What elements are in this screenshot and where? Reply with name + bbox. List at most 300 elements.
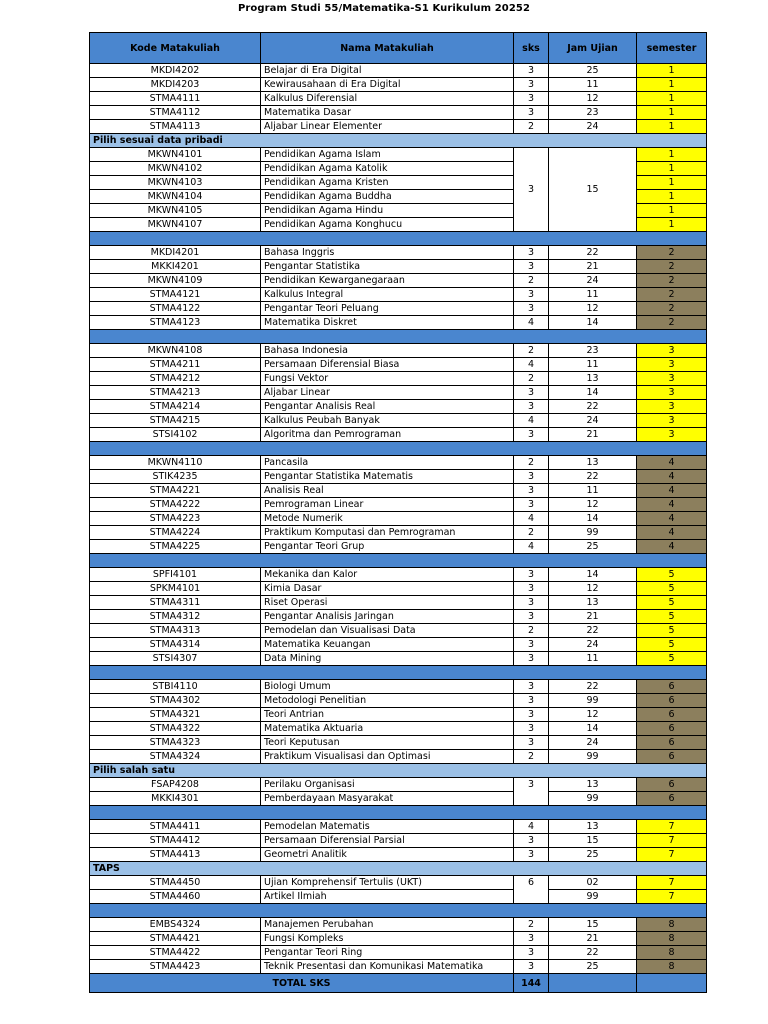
semester-badge: 6 (637, 708, 707, 722)
course-code: MKWN4105 (90, 204, 261, 218)
semester-badge: 5 (637, 596, 707, 610)
semester-separator-row (90, 554, 707, 568)
course-name: Persamaan Diferensial Parsial (261, 834, 514, 848)
table-row (90, 148, 707, 162)
table-row (90, 624, 707, 638)
table-row (90, 456, 707, 470)
course-name: Data Mining (261, 652, 514, 666)
course-exam: 99 (549, 792, 637, 806)
course-code: STMA4223 (90, 512, 261, 526)
course-code: MKKI4201 (90, 260, 261, 274)
course-sks: 3 (514, 946, 549, 960)
table-row (90, 568, 707, 582)
course-sks: 2 (514, 750, 549, 764)
course-exam: 24 (549, 736, 637, 750)
course-sks: 6 (514, 876, 549, 904)
course-code: STMA4314 (90, 638, 261, 652)
course-code: STMA4313 (90, 624, 261, 638)
course-name: Mekanika dan Kalor (261, 568, 514, 582)
semester-badge: 1 (637, 148, 707, 162)
course-sks: 2 (514, 372, 549, 386)
course-name: Pancasila (261, 456, 514, 470)
semester-separator-row (90, 806, 707, 820)
separator-cell (90, 666, 707, 680)
course-name: Matematika Diskret (261, 316, 514, 330)
separator-cell (90, 442, 707, 456)
table-row (90, 92, 707, 106)
course-exam: 11 (549, 484, 637, 498)
course-code: STMA4112 (90, 106, 261, 120)
course-name: Pendidikan Agama Hindu (261, 204, 514, 218)
separator-cell (90, 806, 707, 820)
course-code: STMA4311 (90, 596, 261, 610)
course-exam: 11 (549, 288, 637, 302)
course-name: Aljabar Linear Elementer (261, 120, 514, 134)
table-row (90, 834, 707, 848)
semester-badge: 1 (637, 204, 707, 218)
course-sks: 3 (514, 78, 549, 92)
semester-badge: 4 (637, 470, 707, 484)
course-exam: 22 (549, 624, 637, 638)
semester-badge: 6 (637, 680, 707, 694)
course-code: STMA4113 (90, 120, 261, 134)
course-name: Pendidikan Agama Buddha (261, 190, 514, 204)
header-sks: sks (514, 33, 549, 64)
group-label-row (90, 764, 707, 778)
course-code: STMA4421 (90, 932, 261, 946)
course-exam: 22 (549, 400, 637, 414)
course-sks: 3 (514, 568, 549, 582)
course-sks: 3 (514, 848, 549, 862)
course-exam: 11 (549, 78, 637, 92)
semester-badge: 1 (637, 64, 707, 78)
table-row (90, 694, 707, 708)
semester-separator-row (90, 330, 707, 344)
semester-badge: 1 (637, 190, 707, 204)
table-row (90, 582, 707, 596)
semester-badge: 1 (637, 176, 707, 190)
course-name: Biologi Umum (261, 680, 514, 694)
course-sks: 3 (514, 932, 549, 946)
course-sks: 3 (514, 302, 549, 316)
course-exam: 22 (549, 946, 637, 960)
separator-cell (90, 904, 707, 918)
header-exam: Jam Ujian (549, 33, 637, 64)
course-name: Fungsi Kompleks (261, 932, 514, 946)
course-code: STSI4307 (90, 652, 261, 666)
course-sks: 3 (514, 960, 549, 974)
semester-badge: 4 (637, 540, 707, 554)
course-code: STBI4110 (90, 680, 261, 694)
course-name: Pengantar Teori Ring (261, 946, 514, 960)
course-name: Metodologi Penelitian (261, 694, 514, 708)
table-row (90, 274, 707, 288)
course-code: MKWN4103 (90, 176, 261, 190)
course-sks: 3 (514, 246, 549, 260)
table-row (90, 820, 707, 834)
table-row (90, 358, 707, 372)
course-name: Pengantar Teori Grup (261, 540, 514, 554)
course-exam: 12 (549, 498, 637, 512)
course-name: Metode Numerik (261, 512, 514, 526)
course-name: Ujian Komprehensif Tertulis (UKT) (261, 876, 514, 890)
course-exam: 13 (549, 778, 637, 792)
course-exam: 24 (549, 414, 637, 428)
course-code: STMA4225 (90, 540, 261, 554)
course-exam: 14 (549, 568, 637, 582)
course-exam: 25 (549, 540, 637, 554)
course-sks: 3 (514, 834, 549, 848)
course-name: Bahasa Inggris (261, 246, 514, 260)
semester-badge: 8 (637, 946, 707, 960)
course-code: STMA4211 (90, 358, 261, 372)
group-label-row (90, 134, 707, 148)
course-sks: 3 (514, 498, 549, 512)
semester-badge: 2 (637, 288, 707, 302)
table-row (90, 498, 707, 512)
course-sks: 3 (514, 260, 549, 274)
course-code: STMA4302 (90, 694, 261, 708)
semester-badge: 3 (637, 414, 707, 428)
course-sks: 3 (514, 596, 549, 610)
semester-badge: 5 (637, 638, 707, 652)
course-exam: 22 (549, 246, 637, 260)
header-semester: semester (637, 33, 707, 64)
table-row (90, 288, 707, 302)
course-code: STMA4323 (90, 736, 261, 750)
course-code: SPKM4101 (90, 582, 261, 596)
course-code: STIK4235 (90, 470, 261, 484)
course-sks: 4 (514, 414, 549, 428)
course-name: Matematika Aktuaria (261, 722, 514, 736)
course-name: Fungsi Vektor (261, 372, 514, 386)
course-exam: 23 (549, 106, 637, 120)
course-sks: 4 (514, 540, 549, 554)
semester-badge: 1 (637, 92, 707, 106)
table-row (90, 960, 707, 974)
course-exam: 23 (549, 344, 637, 358)
course-name: Kalkulus Peubah Banyak (261, 414, 514, 428)
course-exam: 24 (549, 638, 637, 652)
course-code: STMA4123 (90, 316, 261, 330)
course-exam: 24 (549, 120, 637, 134)
course-code: STMA4460 (90, 890, 261, 904)
course-name: Pengantar Statistika Matematis (261, 470, 514, 484)
course-sks: 2 (514, 456, 549, 470)
course-code: FSAP4208 (90, 778, 261, 792)
course-sks: 3 (514, 680, 549, 694)
total-row (90, 974, 707, 993)
course-name: Manajemen Perubahan (261, 918, 514, 932)
group-label: TAPS (90, 862, 707, 876)
course-name: Pendidikan Kewarganegaraan (261, 274, 514, 288)
course-sks: 2 (514, 120, 549, 134)
course-exam: 99 (549, 750, 637, 764)
course-sks: 3 (514, 722, 549, 736)
course-sks: 3 (514, 106, 549, 120)
course-name: Teori Keputusan (261, 736, 514, 750)
course-sks: 3 (514, 708, 549, 722)
course-code: STMA4121 (90, 288, 261, 302)
semester-separator-row (90, 232, 707, 246)
header-code: Kode Matakuliah (90, 33, 261, 64)
semester-badge: 1 (637, 78, 707, 92)
course-code: STMA4224 (90, 526, 261, 540)
course-code: STMA4212 (90, 372, 261, 386)
course-exam: 22 (549, 470, 637, 484)
course-exam: 21 (549, 932, 637, 946)
course-name: Pengantar Analisis Real (261, 400, 514, 414)
table-row (90, 932, 707, 946)
course-name: Pengantar Statistika (261, 260, 514, 274)
table-row (90, 946, 707, 960)
course-sks: 2 (514, 624, 549, 638)
course-name: Kalkulus Diferensial (261, 92, 514, 106)
table-row (90, 540, 707, 554)
course-exam: 22 (549, 680, 637, 694)
course-code: STSI4102 (90, 428, 261, 442)
course-code: MKWN4110 (90, 456, 261, 470)
course-name: Pemodelan dan Visualisasi Data (261, 624, 514, 638)
table-row (90, 652, 707, 666)
separator-cell (90, 554, 707, 568)
course-exam: 12 (549, 582, 637, 596)
course-exam: 13 (549, 372, 637, 386)
course-name: Persamaan Diferensial Biasa (261, 358, 514, 372)
semester-badge: 5 (637, 582, 707, 596)
course-name: Teknik Presentasi dan Komunikasi Matematika (261, 960, 514, 974)
course-name: Praktikum Komputasi dan Pemrograman (261, 526, 514, 540)
semester-badge: 7 (637, 848, 707, 862)
course-sks: 4 (514, 316, 549, 330)
table-row (90, 386, 707, 400)
course-exam: 25 (549, 960, 637, 974)
course-sks: 4 (514, 512, 549, 526)
course-sks: 3 (514, 386, 549, 400)
table-row (90, 750, 707, 764)
semester-badge: 4 (637, 512, 707, 526)
course-exam: 12 (549, 302, 637, 316)
semester-separator-row (90, 442, 707, 456)
semester-badge: 6 (637, 736, 707, 750)
table-header-row (90, 33, 707, 64)
semester-badge: 6 (637, 750, 707, 764)
course-exam: 02 (549, 876, 637, 890)
page-title: Program Studi 55/Matematika-S1 Kurikulum 20252 (237, 3, 531, 14)
course-exam: 14 (549, 512, 637, 526)
course-name: Aljabar Linear (261, 386, 514, 400)
semester-badge: 6 (637, 792, 707, 806)
course-exam: 24 (549, 274, 637, 288)
course-exam: 15 (549, 148, 637, 232)
course-sks: 3 (514, 736, 549, 750)
course-name: Kalkulus Integral (261, 288, 514, 302)
table-row (90, 428, 707, 442)
course-exam: 15 (549, 918, 637, 932)
group-label-row (90, 862, 707, 876)
table-row (90, 106, 707, 120)
table-row (90, 918, 707, 932)
course-name: Pendidikan Agama Kristen (261, 176, 514, 190)
course-code: STMA4122 (90, 302, 261, 316)
course-exam: 14 (549, 722, 637, 736)
course-name: Kimia Dasar (261, 582, 514, 596)
table-row (90, 876, 707, 890)
table-row (90, 344, 707, 358)
semester-badge: 5 (637, 610, 707, 624)
course-exam: 14 (549, 316, 637, 330)
course-exam: 99 (549, 694, 637, 708)
table-row (90, 372, 707, 386)
table-row (90, 120, 707, 134)
semester-badge: 8 (637, 960, 707, 974)
course-code: MKWN4101 (90, 148, 261, 162)
course-exam: 11 (549, 358, 637, 372)
table-row (90, 792, 707, 806)
semester-badge: 7 (637, 820, 707, 834)
semester-badge: 7 (637, 890, 707, 904)
course-exam: 21 (549, 610, 637, 624)
course-sks: 3 (514, 778, 549, 806)
course-code: MKKI4301 (90, 792, 261, 806)
semester-badge: 5 (637, 652, 707, 666)
table-row (90, 708, 707, 722)
semester-separator-row (90, 666, 707, 680)
course-name: Geometri Analitik (261, 848, 514, 862)
course-code: STMA4324 (90, 750, 261, 764)
table-row (90, 848, 707, 862)
course-sks: 3 (514, 484, 549, 498)
course-code: STMA4411 (90, 820, 261, 834)
course-code: SPFI4101 (90, 568, 261, 582)
semester-badge: 6 (637, 694, 707, 708)
semester-badge: 3 (637, 344, 707, 358)
course-code: MKWN4107 (90, 218, 261, 232)
table-row (90, 512, 707, 526)
course-sks: 3 (514, 64, 549, 78)
course-name: Pemodelan Matematis (261, 820, 514, 834)
semester-badge: 3 (637, 372, 707, 386)
table-row (90, 260, 707, 274)
course-name: Algoritma dan Pemrograman (261, 428, 514, 442)
course-code: STMA4111 (90, 92, 261, 106)
course-sks: 3 (514, 610, 549, 624)
table-row (90, 722, 707, 736)
course-name: Perilaku Organisasi (261, 778, 514, 792)
course-code: STMA4215 (90, 414, 261, 428)
semester-badge: 8 (637, 932, 707, 946)
semester-badge: 2 (637, 302, 707, 316)
course-name: Riset Operasi (261, 596, 514, 610)
semester-badge: 1 (637, 162, 707, 176)
course-name: Analisis Real (261, 484, 514, 498)
course-sks: 3 (514, 638, 549, 652)
semester-badge: 7 (637, 834, 707, 848)
semester-badge: 7 (637, 876, 707, 890)
course-name: Matematika Keuangan (261, 638, 514, 652)
total-sks: 144 (514, 974, 549, 993)
course-sks: 4 (514, 358, 549, 372)
course-exam: 25 (549, 848, 637, 862)
course-exam: 14 (549, 386, 637, 400)
semester-badge: 1 (637, 120, 707, 134)
table-row (90, 638, 707, 652)
course-code: MKWN4109 (90, 274, 261, 288)
course-sks: 3 (514, 582, 549, 596)
course-exam: 13 (549, 596, 637, 610)
semester-badge: 5 (637, 624, 707, 638)
total-semester-blank (637, 974, 707, 993)
course-code: STMA4321 (90, 708, 261, 722)
course-code: STMA4423 (90, 960, 261, 974)
semester-badge: 4 (637, 456, 707, 470)
course-code: STMA4213 (90, 386, 261, 400)
course-sks: 3 (514, 148, 549, 232)
table-row (90, 680, 707, 694)
course-exam: 99 (549, 890, 637, 904)
course-sks: 3 (514, 470, 549, 484)
course-name: Pemberdayaan Masyarakat (261, 792, 514, 806)
course-sks: 3 (514, 428, 549, 442)
course-name: Teori Antrian (261, 708, 514, 722)
course-code: STMA4422 (90, 946, 261, 960)
course-name: Bahasa Indonesia (261, 344, 514, 358)
course-code: MKWN4104 (90, 190, 261, 204)
table-row (90, 610, 707, 624)
semester-badge: 1 (637, 218, 707, 232)
course-name: Praktikum Visualisasi dan Optimasi (261, 750, 514, 764)
table-row (90, 470, 707, 484)
semester-badge: 2 (637, 260, 707, 274)
course-exam: 25 (549, 64, 637, 78)
header-name: Nama Matakuliah (261, 33, 514, 64)
semester-badge: 2 (637, 316, 707, 330)
table-row (90, 890, 707, 904)
course-code: MKWN4108 (90, 344, 261, 358)
semester-badge: 5 (637, 568, 707, 582)
course-sks: 2 (514, 344, 549, 358)
course-sks: 3 (514, 400, 549, 414)
course-sks: 4 (514, 820, 549, 834)
course-exam: 15 (549, 834, 637, 848)
course-name: Kewirausahaan di Era Digital (261, 78, 514, 92)
total-label: TOTAL SKS (90, 974, 514, 993)
semester-badge: 4 (637, 498, 707, 512)
course-code: MKDI4201 (90, 246, 261, 260)
course-sks: 2 (514, 918, 549, 932)
course-code: STMA4322 (90, 722, 261, 736)
course-code: STMA4413 (90, 848, 261, 862)
course-code: MKWN4102 (90, 162, 261, 176)
semester-badge: 4 (637, 526, 707, 540)
course-table (89, 32, 707, 993)
table-row (90, 414, 707, 428)
semester-badge: 2 (637, 274, 707, 288)
group-label: Pilih sesuai data pribadi (90, 134, 707, 148)
group-label: Pilih salah satu (90, 764, 707, 778)
semester-badge: 3 (637, 358, 707, 372)
course-name: Pendidikan Agama Katolik (261, 162, 514, 176)
course-sks: 3 (514, 652, 549, 666)
course-code: MKDI4203 (90, 78, 261, 92)
table-row (90, 316, 707, 330)
table-row (90, 736, 707, 750)
course-sks: 3 (514, 92, 549, 106)
course-code: STMA4412 (90, 834, 261, 848)
course-exam: 11 (549, 652, 637, 666)
course-name: Pendidikan Agama Konghucu (261, 218, 514, 232)
course-name: Artikel Ilmiah (261, 890, 514, 904)
